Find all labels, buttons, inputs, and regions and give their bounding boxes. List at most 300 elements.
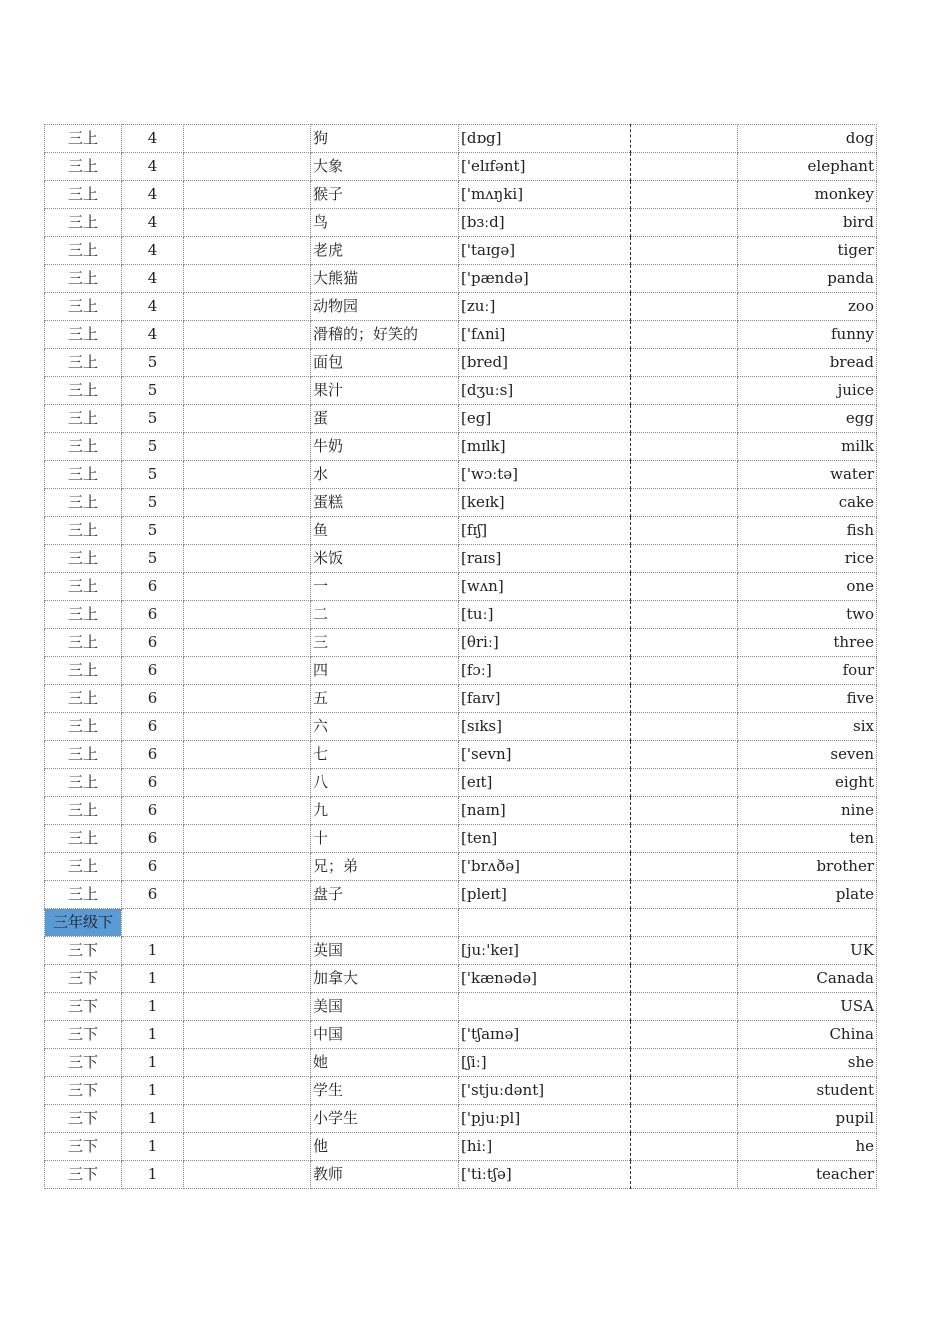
english-cell: USA xyxy=(738,993,877,1021)
phonetic-cell: [bɜːd] xyxy=(459,209,631,237)
empty-cell xyxy=(184,461,311,489)
empty-cell xyxy=(631,433,738,461)
phonetic-cell: ['elɪfənt] xyxy=(459,153,631,181)
english-cell: student xyxy=(738,1077,877,1105)
empty-cell xyxy=(184,433,311,461)
unit-cell: 5 xyxy=(122,433,184,461)
empty-cell xyxy=(184,1105,311,1133)
unit-cell: 5 xyxy=(122,517,184,545)
empty-cell xyxy=(631,545,738,573)
table-row xyxy=(45,1077,877,1105)
phonetic-cell: [zuː] xyxy=(459,293,631,321)
chinese-cell: 米饭 xyxy=(311,545,459,573)
table-row xyxy=(45,237,877,265)
grade-cell: 三上 xyxy=(45,349,122,377)
empty-cell xyxy=(184,741,311,769)
phonetic-cell: ['fʌni] xyxy=(459,321,631,349)
english-cell: milk xyxy=(738,433,877,461)
phonetic-cell: [wʌn] xyxy=(459,573,631,601)
empty-cell xyxy=(184,321,311,349)
grade-cell: 三上 xyxy=(45,601,122,629)
unit-cell: 1 xyxy=(122,993,184,1021)
english-cell: tiger xyxy=(738,237,877,265)
empty-cell xyxy=(631,657,738,685)
english-cell: zoo xyxy=(738,293,877,321)
table-row xyxy=(45,1161,877,1189)
chinese-cell: 九 xyxy=(311,797,459,825)
phonetic-cell: ['brʌðə] xyxy=(459,853,631,881)
chinese-cell: 狗 xyxy=(311,125,459,153)
empty-cell xyxy=(184,125,311,153)
chinese-cell: 盘子 xyxy=(311,881,459,909)
unit-cell: 4 xyxy=(122,153,184,181)
empty-cell xyxy=(184,405,311,433)
empty-cell xyxy=(184,1021,311,1049)
english-cell: brother xyxy=(738,853,877,881)
empty-cell xyxy=(631,965,738,993)
grade-cell: 三上 xyxy=(45,713,122,741)
unit-cell: 4 xyxy=(122,237,184,265)
english-cell: six xyxy=(738,713,877,741)
empty-cell xyxy=(184,825,311,853)
grade-cell: 三上 xyxy=(45,769,122,797)
empty-cell xyxy=(631,489,738,517)
table-row xyxy=(45,713,877,741)
phonetic-cell: ['taɪgə] xyxy=(459,237,631,265)
grade-cell: 三上 xyxy=(45,517,122,545)
phonetic-cell xyxy=(459,909,631,937)
grade-cell: 三上 xyxy=(45,741,122,769)
empty-cell xyxy=(184,265,311,293)
empty-cell xyxy=(184,1161,311,1189)
unit-cell: 6 xyxy=(122,629,184,657)
empty-cell xyxy=(631,293,738,321)
english-cell: UK xyxy=(738,937,877,965)
english-cell: fish xyxy=(738,517,877,545)
unit-cell: 1 xyxy=(122,1161,184,1189)
chinese-cell: 六 xyxy=(311,713,459,741)
table-row xyxy=(45,461,877,489)
empty-cell xyxy=(631,769,738,797)
grade-cell: 三下 xyxy=(45,965,122,993)
table-row xyxy=(45,937,877,965)
grade-cell: 三下 xyxy=(45,1021,122,1049)
empty-cell xyxy=(184,209,311,237)
english-cell: bird xyxy=(738,209,877,237)
empty-cell xyxy=(184,601,311,629)
phonetic-cell: [mɪlk] xyxy=(459,433,631,461)
english-cell: rice xyxy=(738,545,877,573)
phonetic-cell: [ten] xyxy=(459,825,631,853)
phonetic-cell: [dɒg] xyxy=(459,125,631,153)
table-row xyxy=(45,265,877,293)
phonetic-cell: [bred] xyxy=(459,349,631,377)
empty-cell xyxy=(184,545,311,573)
unit-cell: 1 xyxy=(122,1049,184,1077)
english-cell: teacher xyxy=(738,1161,877,1189)
grade-cell: 三上 xyxy=(45,629,122,657)
chinese-cell: 十 xyxy=(311,825,459,853)
table-row xyxy=(45,489,877,517)
unit-cell: 6 xyxy=(122,881,184,909)
table-row xyxy=(45,825,877,853)
grade-cell: 三上 xyxy=(45,293,122,321)
grade-cell: 三上 xyxy=(45,461,122,489)
empty-cell xyxy=(631,1049,738,1077)
english-cell: three xyxy=(738,629,877,657)
unit-cell: 5 xyxy=(122,489,184,517)
empty-cell xyxy=(184,573,311,601)
empty-cell xyxy=(631,405,738,433)
empty-cell xyxy=(184,769,311,797)
chinese-cell: 中国 xyxy=(311,1021,459,1049)
phonetic-cell: [keɪk] xyxy=(459,489,631,517)
english-cell xyxy=(738,909,877,937)
english-cell: elephant xyxy=(738,153,877,181)
empty-cell xyxy=(631,629,738,657)
table-row xyxy=(45,125,877,153)
english-cell: dog xyxy=(738,125,877,153)
chinese-cell: 大象 xyxy=(311,153,459,181)
chinese-cell: 蛋糕 xyxy=(311,489,459,517)
table-row xyxy=(45,629,877,657)
phonetic-cell: [naɪn] xyxy=(459,797,631,825)
table-row xyxy=(45,1049,877,1077)
chinese-cell: 四 xyxy=(311,657,459,685)
chinese-cell: 他 xyxy=(311,1133,459,1161)
phonetic-cell: ['tiːtʃə] xyxy=(459,1161,631,1189)
chinese-cell: 一 xyxy=(311,573,459,601)
chinese-cell: 二 xyxy=(311,601,459,629)
grade-cell: 三上 xyxy=(45,657,122,685)
phonetic-cell: ['pændə] xyxy=(459,265,631,293)
empty-cell xyxy=(631,517,738,545)
table-row xyxy=(45,797,877,825)
unit-cell: 6 xyxy=(122,685,184,713)
grade-cell: 三上 xyxy=(45,853,122,881)
empty-cell xyxy=(631,153,738,181)
section-row xyxy=(45,909,877,937)
phonetic-cell: [sɪks] xyxy=(459,713,631,741)
grade-cell: 三上 xyxy=(45,433,122,461)
empty-cell xyxy=(631,377,738,405)
table-row xyxy=(45,349,877,377)
chinese-cell: 八 xyxy=(311,769,459,797)
phonetic-cell: ['tʃaɪnə] xyxy=(459,1021,631,1049)
english-cell: four xyxy=(738,657,877,685)
chinese-cell: 美国 xyxy=(311,993,459,1021)
phonetic-cell xyxy=(459,993,631,1021)
grade-cell: 三上 xyxy=(45,573,122,601)
phonetic-cell: [hiː] xyxy=(459,1133,631,1161)
empty-cell xyxy=(184,1133,311,1161)
table-row xyxy=(45,321,877,349)
english-cell: she xyxy=(738,1049,877,1077)
phonetic-cell: [fɔː] xyxy=(459,657,631,685)
table-row xyxy=(45,293,877,321)
unit-cell: 6 xyxy=(122,797,184,825)
empty-cell xyxy=(631,909,738,937)
empty-cell xyxy=(184,853,311,881)
table-row xyxy=(45,181,877,209)
english-cell: Canada xyxy=(738,965,877,993)
empty-cell xyxy=(631,209,738,237)
table-row xyxy=(45,517,877,545)
vocabulary-table-body xyxy=(45,125,877,1189)
grade-cell: 三上 xyxy=(45,265,122,293)
unit-cell: 1 xyxy=(122,937,184,965)
empty-cell xyxy=(631,573,738,601)
empty-cell xyxy=(631,853,738,881)
unit-cell: 1 xyxy=(122,1077,184,1105)
chinese-cell: 牛奶 xyxy=(311,433,459,461)
chinese-cell: 鱼 xyxy=(311,517,459,545)
unit-cell: 4 xyxy=(122,293,184,321)
table-row xyxy=(45,881,877,909)
empty-cell xyxy=(184,965,311,993)
table-row xyxy=(45,993,877,1021)
empty-cell xyxy=(184,153,311,181)
chinese-cell: 加拿大 xyxy=(311,965,459,993)
chinese-cell: 五 xyxy=(311,685,459,713)
empty-cell xyxy=(631,1105,738,1133)
phonetic-cell: [juː'keɪ] xyxy=(459,937,631,965)
table-row xyxy=(45,853,877,881)
grade-cell: 三上 xyxy=(45,881,122,909)
english-cell: eight xyxy=(738,769,877,797)
table-row xyxy=(45,1105,877,1133)
vocabulary-table xyxy=(44,124,877,1189)
empty-cell xyxy=(184,293,311,321)
english-cell: two xyxy=(738,601,877,629)
table-row xyxy=(45,433,877,461)
empty-cell xyxy=(631,237,738,265)
grade-cell: 三下 xyxy=(45,1133,122,1161)
empty-cell xyxy=(184,1049,311,1077)
unit-cell: 5 xyxy=(122,405,184,433)
english-cell: egg xyxy=(738,405,877,433)
grade-cell: 三上 xyxy=(45,797,122,825)
phonetic-cell: [tuː] xyxy=(459,601,631,629)
grade-cell: 三下 xyxy=(45,1077,122,1105)
grade-cell: 三上 xyxy=(45,545,122,573)
english-cell: nine xyxy=(738,797,877,825)
chinese-cell: 水 xyxy=(311,461,459,489)
table-row xyxy=(45,685,877,713)
grade-cell: 三下 xyxy=(45,1105,122,1133)
chinese-cell: 小学生 xyxy=(311,1105,459,1133)
empty-cell xyxy=(184,629,311,657)
english-cell: seven xyxy=(738,741,877,769)
phonetic-cell: [dʒuːs] xyxy=(459,377,631,405)
table-row xyxy=(45,573,877,601)
unit-cell: 6 xyxy=(122,601,184,629)
empty-cell xyxy=(184,181,311,209)
section-header-cell: 三年级下 xyxy=(45,909,122,937)
unit-cell: 1 xyxy=(122,965,184,993)
unit-cell: 6 xyxy=(122,741,184,769)
table-row xyxy=(45,545,877,573)
english-cell: juice xyxy=(738,377,877,405)
empty-cell xyxy=(631,685,738,713)
chinese-cell: 面包 xyxy=(311,349,459,377)
grade-cell: 三上 xyxy=(45,685,122,713)
empty-cell xyxy=(631,881,738,909)
unit-cell: 5 xyxy=(122,545,184,573)
table-row xyxy=(45,965,877,993)
grade-cell: 三上 xyxy=(45,405,122,433)
english-cell: monkey xyxy=(738,181,877,209)
chinese-cell: 蛋 xyxy=(311,405,459,433)
chinese-cell: 大熊猫 xyxy=(311,265,459,293)
english-cell: one xyxy=(738,573,877,601)
phonetic-cell: ['wɔːtə] xyxy=(459,461,631,489)
grade-cell: 三上 xyxy=(45,125,122,153)
empty-cell xyxy=(631,1133,738,1161)
unit-cell: 4 xyxy=(122,209,184,237)
unit-cell: 6 xyxy=(122,657,184,685)
empty-cell xyxy=(184,377,311,405)
empty-cell xyxy=(631,937,738,965)
english-cell: pupil xyxy=(738,1105,877,1133)
chinese-cell: 滑稽的；好笑的 xyxy=(311,321,459,349)
chinese-cell xyxy=(311,909,459,937)
phonetic-cell: [θriː] xyxy=(459,629,631,657)
empty-cell xyxy=(184,909,311,937)
empty-cell xyxy=(631,601,738,629)
empty-cell xyxy=(184,237,311,265)
table-row xyxy=(45,741,877,769)
phonetic-cell: ['stjuːdənt] xyxy=(459,1077,631,1105)
phonetic-cell: [fɪʃ] xyxy=(459,517,631,545)
phonetic-cell: [eg] xyxy=(459,405,631,433)
empty-cell xyxy=(184,993,311,1021)
grade-cell: 三上 xyxy=(45,181,122,209)
empty-cell xyxy=(631,349,738,377)
grade-cell: 三下 xyxy=(45,993,122,1021)
empty-cell xyxy=(184,489,311,517)
unit-cell: 1 xyxy=(122,1133,184,1161)
phonetic-cell: [pleɪt] xyxy=(459,881,631,909)
unit-cell: 6 xyxy=(122,769,184,797)
unit-cell: 5 xyxy=(122,377,184,405)
unit-cell: 4 xyxy=(122,265,184,293)
empty-cell xyxy=(184,685,311,713)
english-cell: ten xyxy=(738,825,877,853)
unit-cell: 1 xyxy=(122,1021,184,1049)
empty-cell xyxy=(631,461,738,489)
unit-cell xyxy=(122,909,184,937)
empty-cell xyxy=(631,713,738,741)
english-cell: bread xyxy=(738,349,877,377)
chinese-cell: 英国 xyxy=(311,937,459,965)
empty-cell xyxy=(631,741,738,769)
empty-cell xyxy=(184,881,311,909)
phonetic-cell: ['kænədə] xyxy=(459,965,631,993)
chinese-cell: 猴子 xyxy=(311,181,459,209)
unit-cell: 6 xyxy=(122,825,184,853)
empty-cell xyxy=(184,657,311,685)
table-row xyxy=(45,769,877,797)
english-cell: cake xyxy=(738,489,877,517)
table-row xyxy=(45,657,877,685)
grade-cell: 三下 xyxy=(45,937,122,965)
unit-cell: 5 xyxy=(122,349,184,377)
chinese-cell: 教师 xyxy=(311,1161,459,1189)
phonetic-cell: [faɪv] xyxy=(459,685,631,713)
unit-cell: 6 xyxy=(122,573,184,601)
chinese-cell: 兄；弟 xyxy=(311,853,459,881)
table-row xyxy=(45,209,877,237)
grade-cell: 三上 xyxy=(45,321,122,349)
empty-cell xyxy=(184,937,311,965)
empty-cell xyxy=(631,1161,738,1189)
table-row xyxy=(45,601,877,629)
grade-cell: 三下 xyxy=(45,1161,122,1189)
empty-cell xyxy=(631,1021,738,1049)
grade-cell: 三上 xyxy=(45,377,122,405)
unit-cell: 1 xyxy=(122,1105,184,1133)
grade-cell: 三上 xyxy=(45,489,122,517)
table-row xyxy=(45,377,877,405)
phonetic-cell: ['mʌŋki] xyxy=(459,181,631,209)
unit-cell: 5 xyxy=(122,461,184,489)
phonetic-cell: [ʃiː] xyxy=(459,1049,631,1077)
grade-cell: 三上 xyxy=(45,237,122,265)
chinese-cell: 鸟 xyxy=(311,209,459,237)
table-row xyxy=(45,405,877,433)
empty-cell xyxy=(631,125,738,153)
empty-cell xyxy=(631,993,738,1021)
english-cell: funny xyxy=(738,321,877,349)
phonetic-cell: ['sevn] xyxy=(459,741,631,769)
chinese-cell: 老虎 xyxy=(311,237,459,265)
english-cell: China xyxy=(738,1021,877,1049)
empty-cell xyxy=(631,265,738,293)
empty-cell xyxy=(184,713,311,741)
chinese-cell: 动物园 xyxy=(311,293,459,321)
unit-cell: 6 xyxy=(122,853,184,881)
english-cell: water xyxy=(738,461,877,489)
english-cell: plate xyxy=(738,881,877,909)
empty-cell xyxy=(631,797,738,825)
english-cell: panda xyxy=(738,265,877,293)
empty-cell xyxy=(184,797,311,825)
grade-cell: 三上 xyxy=(45,209,122,237)
grade-cell: 三下 xyxy=(45,1049,122,1077)
table-row xyxy=(45,153,877,181)
empty-cell xyxy=(184,517,311,545)
english-cell: five xyxy=(738,685,877,713)
unit-cell: 4 xyxy=(122,125,184,153)
chinese-cell: 学生 xyxy=(311,1077,459,1105)
empty-cell xyxy=(631,321,738,349)
grade-cell: 三上 xyxy=(45,825,122,853)
unit-cell: 4 xyxy=(122,321,184,349)
empty-cell xyxy=(631,825,738,853)
chinese-cell: 七 xyxy=(311,741,459,769)
empty-cell xyxy=(184,1077,311,1105)
empty-cell xyxy=(631,1077,738,1105)
phonetic-cell: ['pjuːpl] xyxy=(459,1105,631,1133)
empty-cell xyxy=(184,349,311,377)
grade-cell: 三上 xyxy=(45,153,122,181)
table-row xyxy=(45,1133,877,1161)
chinese-cell: 三 xyxy=(311,629,459,657)
empty-cell xyxy=(631,181,738,209)
unit-cell: 4 xyxy=(122,181,184,209)
unit-cell: 6 xyxy=(122,713,184,741)
